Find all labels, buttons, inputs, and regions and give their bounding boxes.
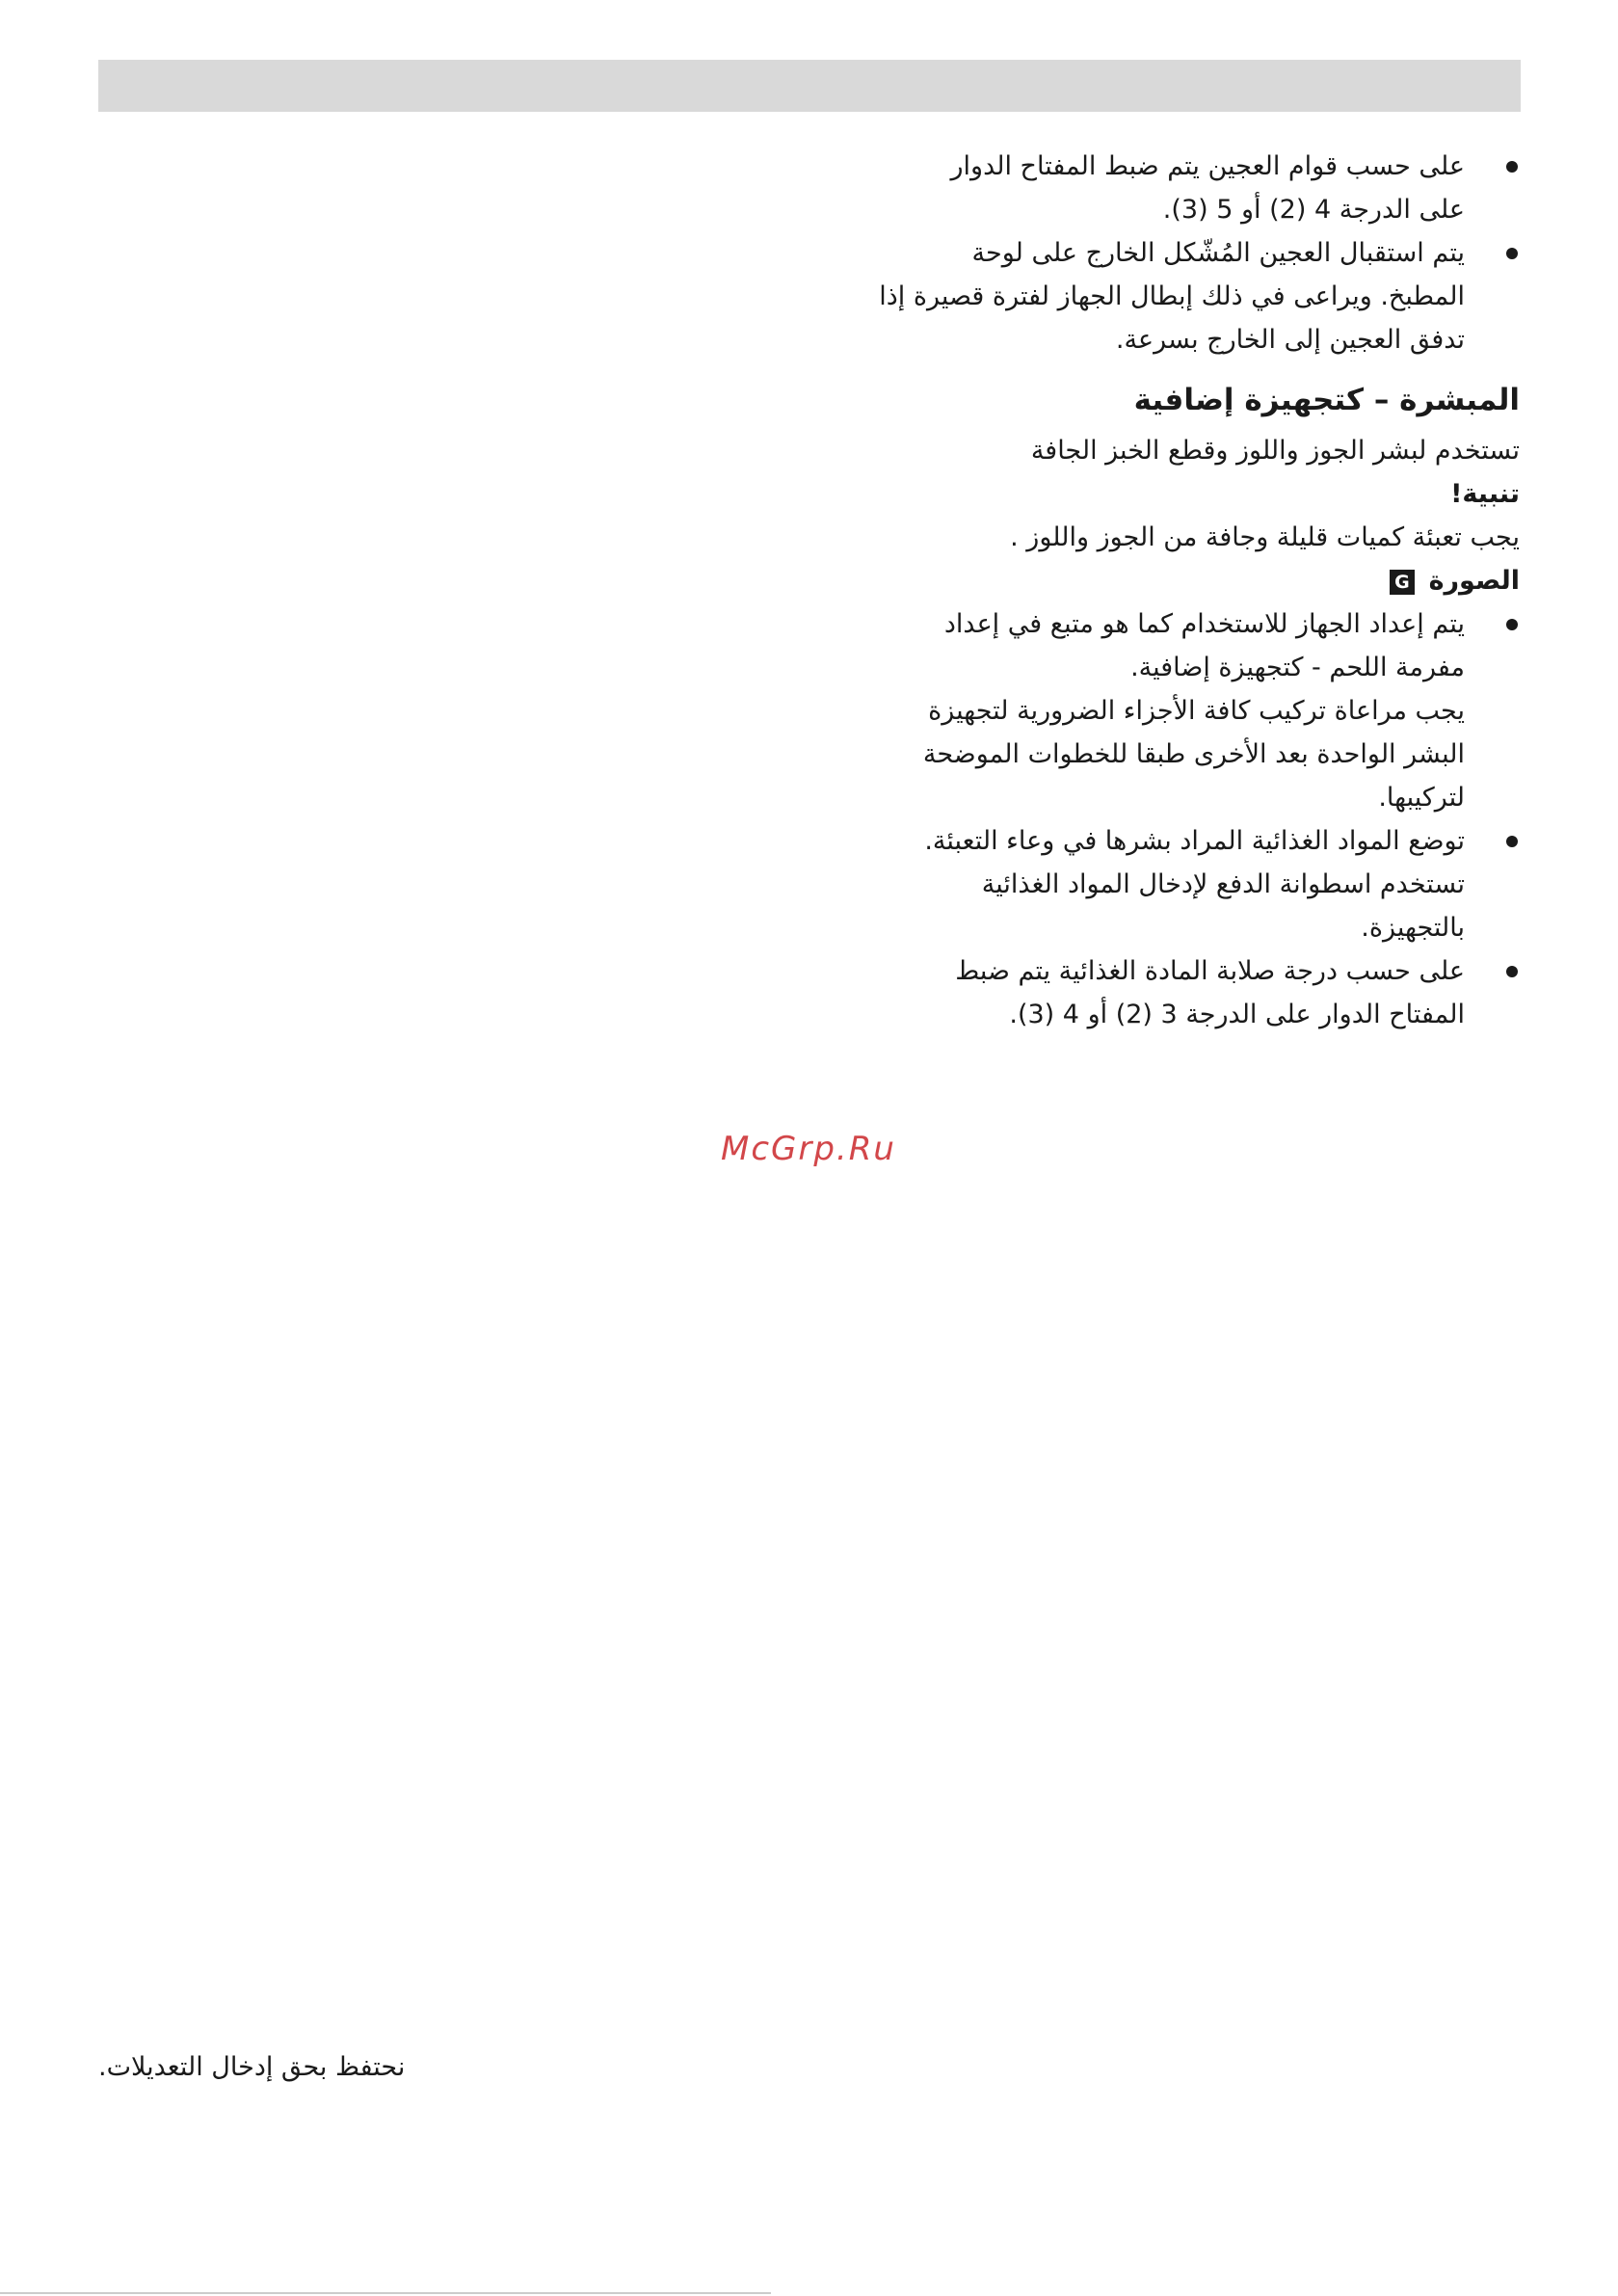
list-item-line: المطبخ. ويراعى في ذلك إبطال الجهاز لفترة قصيرة إذا bbox=[879, 281, 1465, 311]
usage-text: تستخدم لبشر الجوز واللوز وقطع الخبز الجافة bbox=[1030, 436, 1520, 466]
list-item-line: بالتجهيزة. bbox=[1361, 913, 1465, 943]
figure-letter-badge: G bbox=[1390, 570, 1415, 595]
footer-note: نحتفظ بحق إدخال التعديلات. bbox=[98, 2052, 406, 2082]
list-item-line: على الدرجة 4 (2) أو 5 (3). bbox=[1162, 195, 1465, 225]
list-item-line: لتركيبها. bbox=[1378, 783, 1465, 813]
header-bar bbox=[98, 60, 1521, 112]
bullet-icon bbox=[1506, 161, 1518, 173]
list-item-line: توضع المواد الغذائية المراد بشرها في وعاء التعبئة. bbox=[924, 826, 1465, 856]
section-heading: المبشرة – كتجهيزة إضافية bbox=[1133, 383, 1520, 417]
watermark: McGrp.Ru bbox=[721, 1130, 896, 1168]
list-item-line: يتم استقبال العجين المُشّكل الخارج على لوحة bbox=[971, 238, 1465, 268]
list-item-line: على حسب درجة صلابة المادة الغذائية يتم ضبط bbox=[955, 956, 1465, 986]
content-column bbox=[787, 145, 1520, 1036]
list-item-line: المفتاح الدوار على الدرجة 3 (2) أو 4 (3). bbox=[1009, 1000, 1465, 1029]
bullet-icon bbox=[1506, 248, 1518, 259]
list-item-line: البشر الواحدة بعد الأخرى طبقا للخطوات الموضحة bbox=[922, 739, 1465, 769]
caution-title: تنبية! bbox=[1450, 479, 1520, 509]
bullet-icon bbox=[1506, 619, 1518, 630]
bullet-icon bbox=[1506, 836, 1518, 847]
bullet-icon bbox=[1506, 966, 1518, 977]
list-item-line: مفرمة اللحم - كتجهيزة إضافية. bbox=[1130, 653, 1465, 682]
list-item-line: تستخدم اسطوانة الدفع لإدخال المواد الغذائية bbox=[981, 869, 1465, 899]
bottom-divider bbox=[0, 2292, 771, 2294]
list-item bbox=[787, 602, 1520, 819]
list-item-line: يتم إعداد الجهاز للاستخدام كما هو متبع في إعداد bbox=[943, 609, 1465, 639]
figure-label: الصورة bbox=[1428, 566, 1520, 596]
list-item-line: تدفق العجين إلى الخارج بسرعة. bbox=[1115, 325, 1465, 355]
caution-text: يجب تعبئة كميات قليلة وجافة من الجوز واللوز . bbox=[1010, 522, 1520, 552]
list-item bbox=[787, 949, 1520, 1036]
figure-reference bbox=[787, 559, 1520, 602]
list-item-line: يجب مراعاة تركيب كافة الأجزاء الضرورية لتجهيزة bbox=[928, 696, 1465, 726]
list-item bbox=[787, 145, 1520, 231]
list-item bbox=[787, 231, 1520, 361]
list-item bbox=[787, 819, 1520, 949]
list-item-line: على حسب قوام العجين يتم ضبط المفتاح الدوار bbox=[950, 151, 1465, 181]
